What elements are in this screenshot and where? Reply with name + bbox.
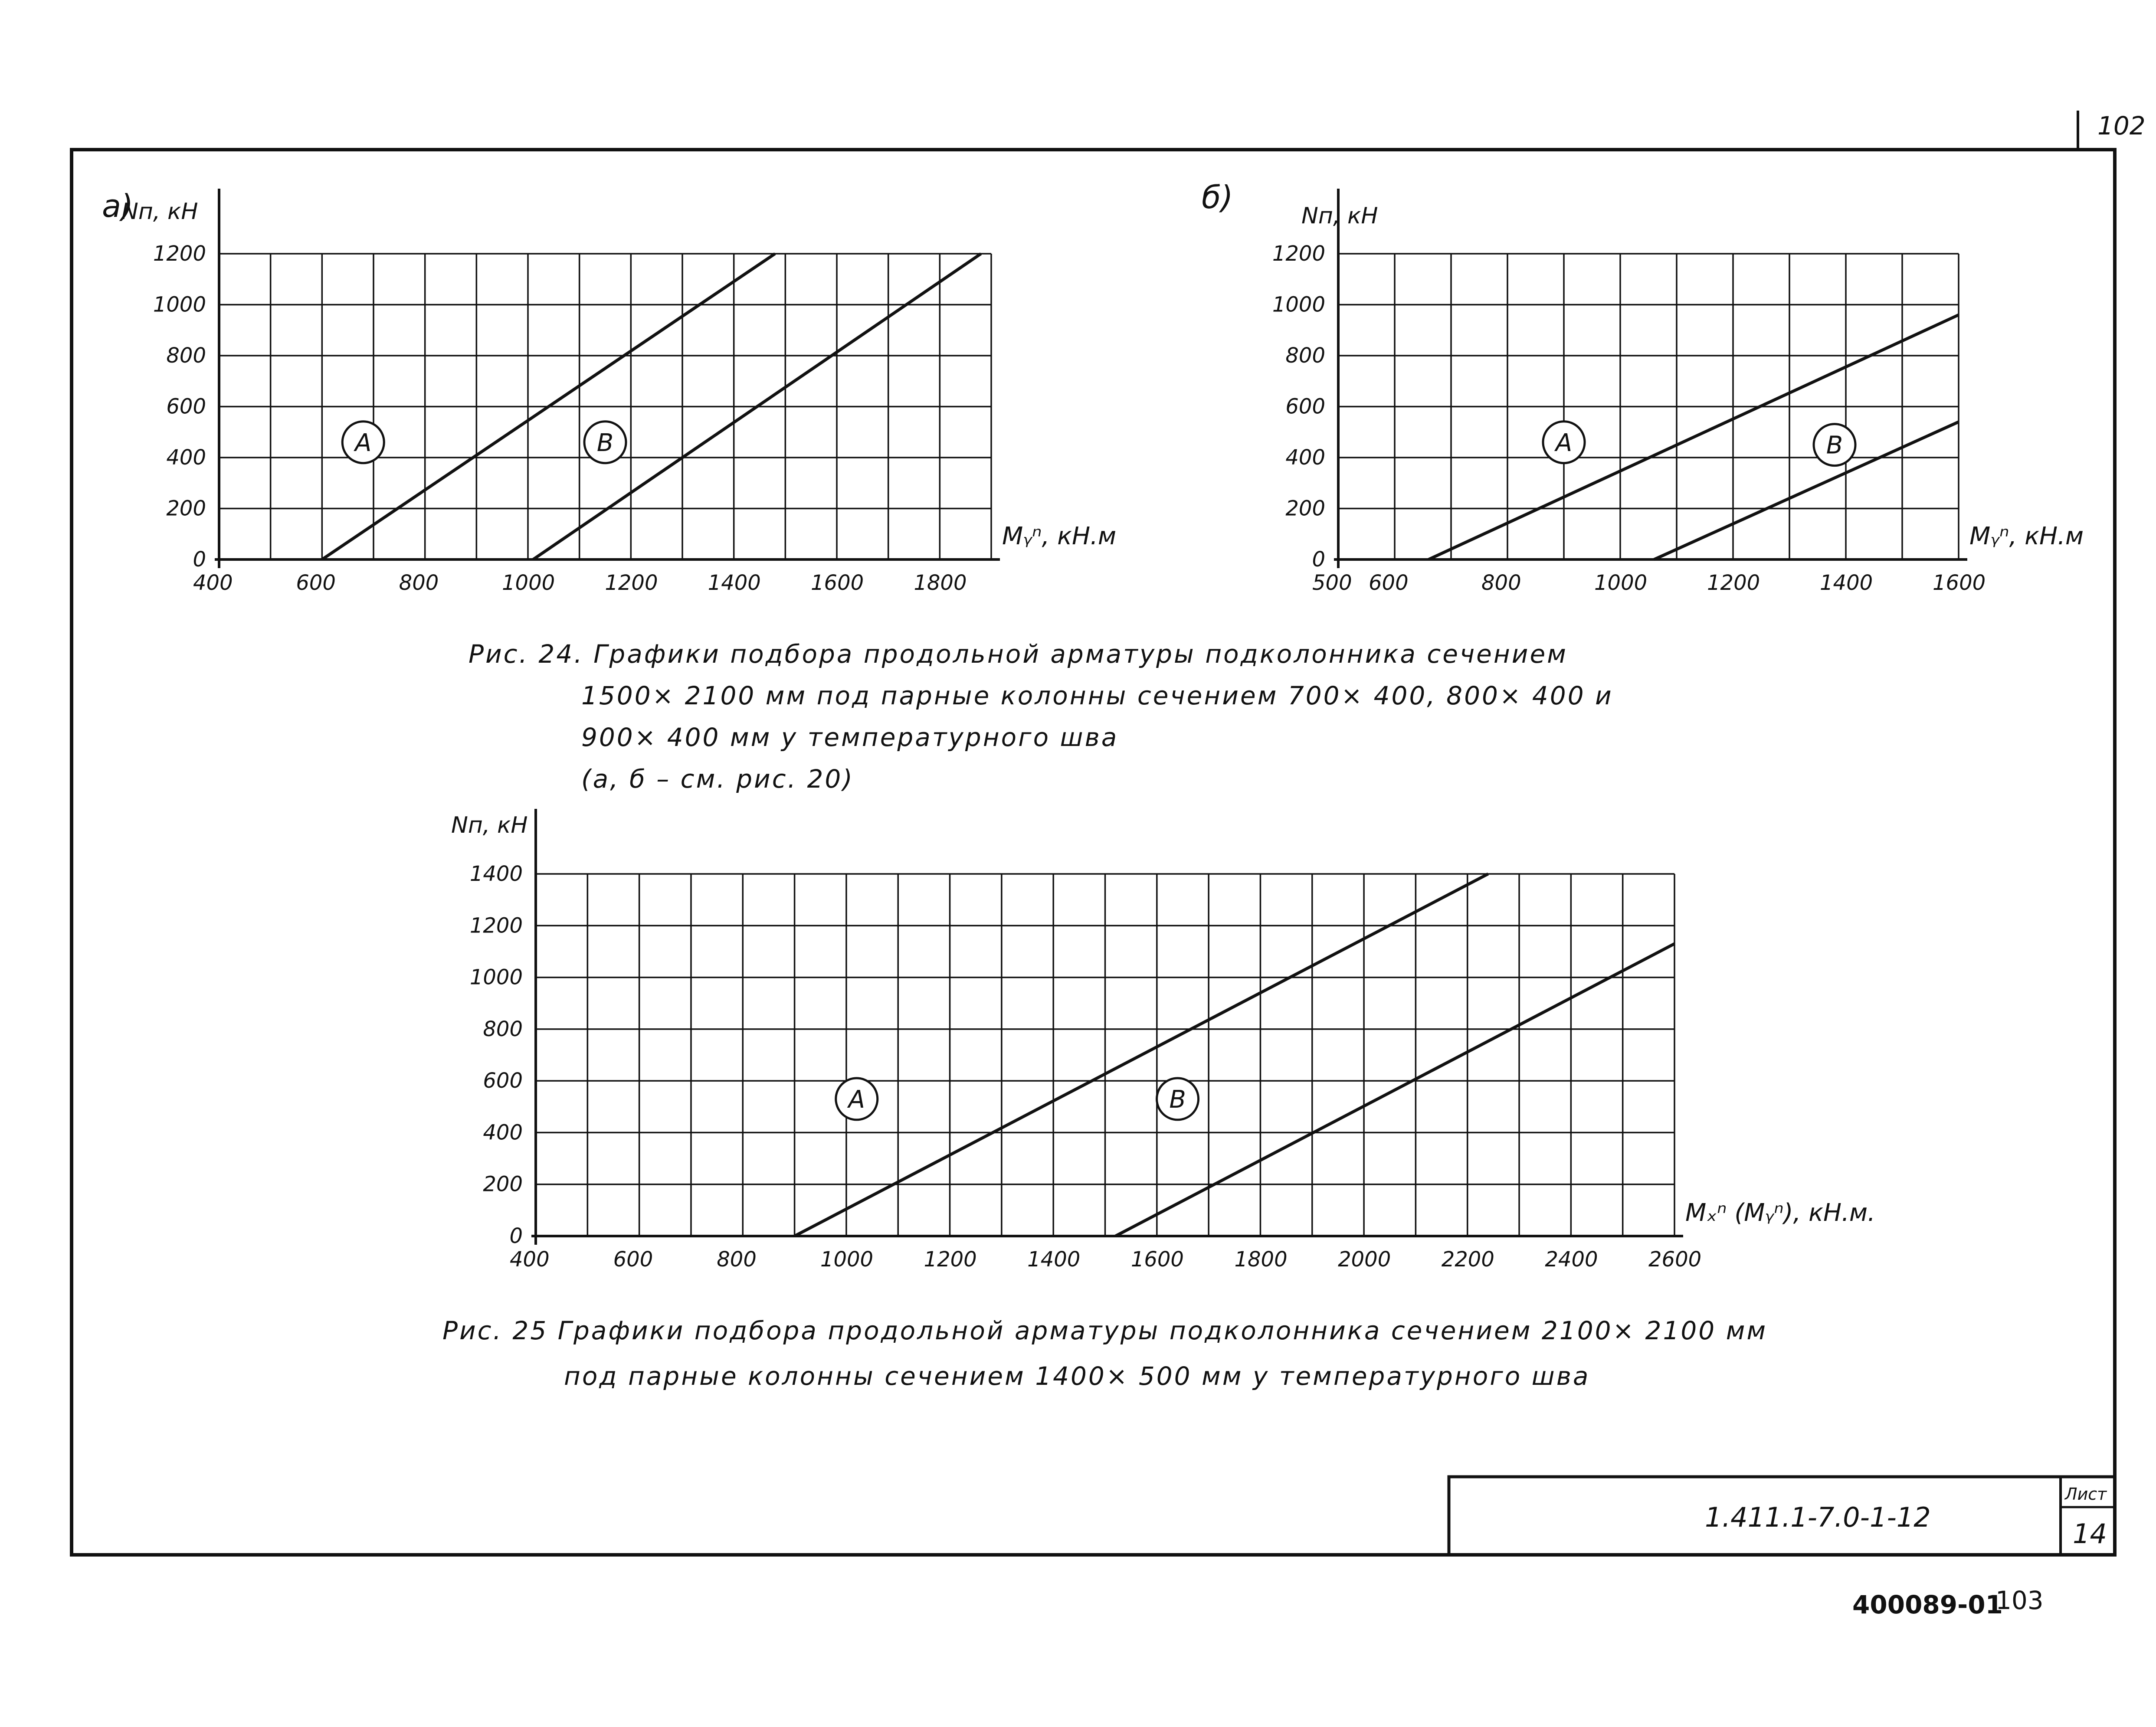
x-tick-label: 1000: [820, 1247, 874, 1272]
series-label: А: [848, 1085, 865, 1114]
fig24-caption-line4: (а, б – см. рис. 20): [581, 764, 854, 794]
series-label: А: [1555, 428, 1573, 457]
y-tick-label: 0: [193, 547, 206, 572]
y-tick-label: 600: [1285, 394, 1325, 419]
fig24-caption-line2: 1500× 2100 мм под парные колонны сечением 700× 400, 800× 400 и: [581, 681, 1613, 710]
x-tick-label: 600: [1369, 571, 1409, 595]
x-tick-label: 1400: [1027, 1247, 1081, 1272]
x-tick-label: 1000: [502, 571, 555, 595]
x-tick-label: 2400: [1545, 1247, 1598, 1272]
y-tick-label: 1000: [469, 965, 523, 990]
y-tick-label: 1200: [1272, 242, 1325, 266]
y-tick-label: 400: [1285, 445, 1325, 470]
fig25-caption-line1: Рис. 25 Графики подбора продольной арматуры подколонника сечением 2100× 2100 мм: [442, 1316, 1768, 1345]
series-label: А: [355, 428, 372, 457]
x-tick-label: 1800: [914, 571, 967, 595]
y-tick-label: 1000: [153, 292, 206, 317]
y-tick-label: 1400: [469, 862, 523, 886]
y-tick-label: 0: [1312, 547, 1325, 572]
x-tick-label: 1800: [1234, 1247, 1288, 1272]
x-tick-label: 1000: [1594, 571, 1648, 595]
x-tick-label: 1200: [1707, 571, 1760, 595]
x-tick-label: 800: [1481, 571, 1521, 595]
y-tick-label: 200: [1285, 496, 1325, 521]
series-label: В: [596, 428, 614, 457]
panel-label: б): [1202, 179, 1233, 216]
y-tick-label: 600: [483, 1069, 523, 1093]
y-tick-label: 1200: [469, 913, 523, 938]
chart-25: [451, 809, 1875, 1272]
y-tick-label: 400: [166, 445, 206, 470]
archive-page: 103: [1995, 1586, 2044, 1615]
x-axis-label: Mᵧⁿ, кН.м: [1969, 522, 2084, 550]
y-axis-label: Nп, кН: [121, 199, 198, 225]
y-tick-label: 200: [483, 1172, 523, 1197]
x-tick-label: 1200: [924, 1247, 977, 1272]
y-tick-label: 800: [166, 343, 206, 368]
x-tick-label: 1600: [1933, 571, 1986, 595]
corner-number: 102: [2097, 111, 2146, 141]
chart-24b: [1202, 179, 2084, 595]
x-axis-label: Mᵧⁿ, кН.м: [1002, 522, 1117, 550]
y-tick-label: 0: [509, 1224, 523, 1248]
fig25-caption-line2: под парные колонны сечением 1400× 500 мм у температурного шва: [564, 1361, 1590, 1391]
x-tick-label: 800: [717, 1247, 757, 1272]
y-tick-label: 600: [166, 394, 206, 419]
y-tick-label: 1200: [153, 242, 206, 266]
x-tick-label: 2600: [1648, 1247, 1702, 1272]
fig24-caption-line3: 900× 400 мм у температурного шва: [581, 723, 1119, 752]
y-tick-label: 200: [166, 496, 206, 521]
series-label: В: [1169, 1085, 1186, 1114]
sheet-label: Лист: [2065, 1485, 2107, 1504]
x-tick-label: 500: [1312, 571, 1352, 595]
x-tick-label: 1400: [1820, 571, 1873, 595]
series-label: В: [1826, 431, 1843, 460]
chart-24a: [102, 188, 1116, 595]
y-tick-label: 400: [483, 1120, 523, 1145]
y-tick-label: 800: [1285, 343, 1325, 368]
x-tick-label: 400: [510, 1247, 550, 1272]
x-tick-label: 800: [399, 571, 439, 595]
fig24-caption-line1: Рис. 24. Графики подбора продольной арматуры подколонника сечением: [469, 639, 1568, 669]
x-tick-label: 1200: [605, 571, 658, 595]
x-tick-label: 2200: [1441, 1247, 1494, 1272]
x-tick-label: 1400: [708, 571, 761, 595]
drawing-designation: 1.411.1-7.0-1-12: [1705, 1501, 1931, 1533]
series-line-b: [1115, 944, 1674, 1236]
y-tick-label: 1000: [1272, 292, 1325, 317]
panel-label: а): [102, 188, 134, 224]
series-line-b: [1654, 422, 1959, 559]
y-axis-label: Nп, кН: [451, 812, 528, 838]
x-tick-label: 600: [613, 1247, 653, 1272]
y-axis-label: Nп, кН: [1301, 203, 1378, 229]
x-tick-label: 400: [193, 571, 233, 595]
archive-code: 400089-01: [1852, 1590, 2003, 1619]
x-tick-label: 600: [296, 571, 336, 595]
x-axis-label: Mₓⁿ (Mᵧⁿ), кН.м.: [1685, 1199, 1875, 1227]
y-tick-label: 800: [483, 1017, 523, 1041]
sheet-number: 14: [2073, 1518, 2107, 1550]
x-tick-label: 2000: [1338, 1247, 1391, 1272]
x-tick-label: 1600: [1130, 1247, 1184, 1272]
x-tick-label: 1600: [811, 571, 864, 595]
